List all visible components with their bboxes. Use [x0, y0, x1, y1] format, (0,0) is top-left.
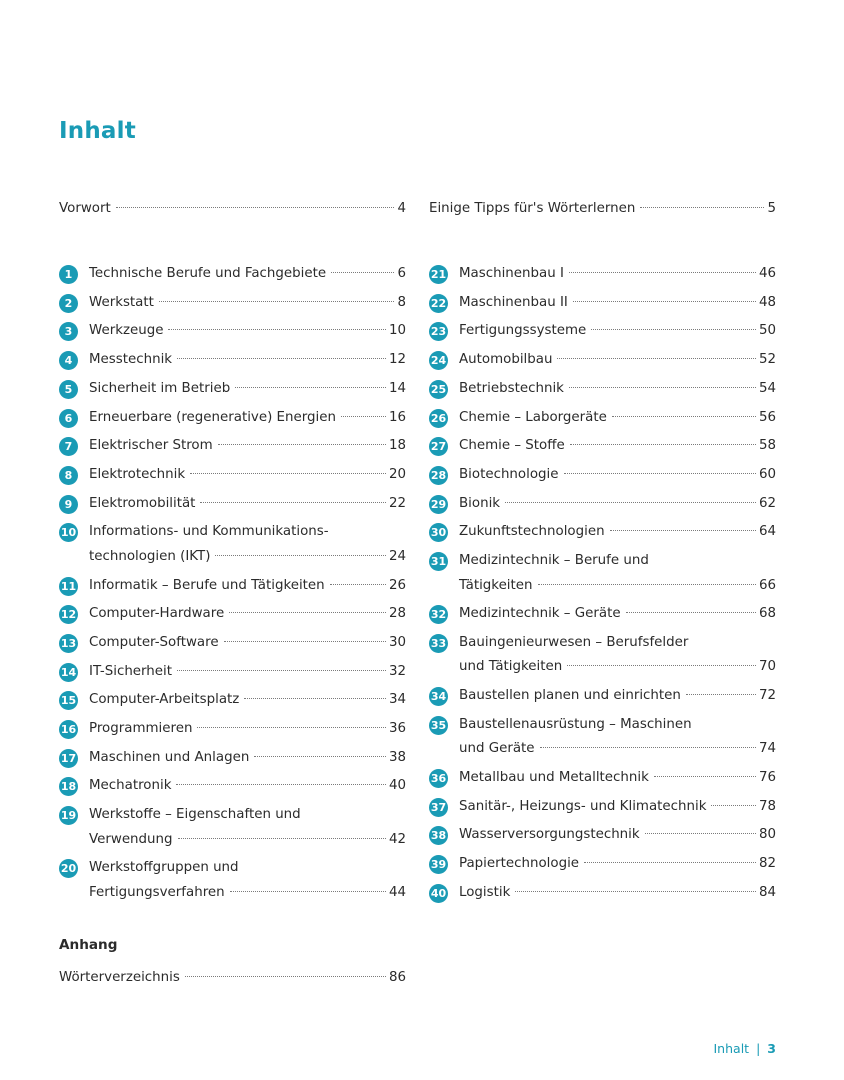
toc-chapter-title: Biotechnologie: [459, 466, 559, 482]
toc-chapter-title: Papiertechnologie: [459, 856, 580, 872]
toc-chapter-29[interactable]: [429, 492, 776, 517]
toc-chapter-26[interactable]: [429, 406, 776, 431]
toc-chapter-title: Chemie – Stoffe: [459, 438, 565, 454]
chapter-number-badge: 13: [59, 634, 78, 653]
dot-leader: [341, 416, 386, 417]
toc-chapter-title: Maschinenbau I: [459, 266, 564, 281]
toc-chapter-9[interactable]: [59, 492, 406, 517]
toc-chapter-page: 24: [388, 548, 406, 564]
toc-chapter-33[interactable]: [429, 631, 776, 680]
dot-leader: [591, 329, 756, 330]
dot-leader: [116, 207, 395, 208]
toc-chapter-body: [459, 713, 776, 762]
toc-chapter-body: [89, 688, 406, 713]
toc-chapter-7[interactable]: [59, 434, 406, 459]
dot-leader: [538, 584, 756, 585]
toc-entry-woerterverzeichnis[interactable]: [59, 966, 406, 991]
toc-chapter-title: Baustellen planen und einrichten: [459, 688, 681, 704]
chapter-number-badge: 12: [59, 605, 78, 624]
chapter-number-badge: 35: [429, 716, 448, 735]
toc-chapter-body: [89, 631, 406, 656]
toc-chapter-body: [89, 377, 406, 402]
footer-label: Inhalt: [713, 1041, 750, 1056]
chapter-number-badge: 3: [59, 322, 78, 341]
toc-chapter-title: Verwendung: [89, 831, 173, 847]
toc-chapter-10[interactable]: [59, 520, 406, 569]
toc-chapter-19[interactable]: [59, 803, 406, 852]
toc-chapter-title: Elektrotechnik: [89, 466, 186, 482]
chapter-number-badge: 19: [59, 806, 78, 825]
toc-chapter-40[interactable]: [429, 881, 776, 906]
chapter-number-badge: 29: [429, 495, 448, 514]
toc-chapter-32[interactable]: [429, 602, 776, 627]
toc-chapter-title: Zukunftstechnologien: [459, 524, 605, 540]
toc-chapter-body: [459, 291, 776, 316]
toc-chapter-22[interactable]: [429, 291, 776, 316]
chapter-number-badge: 30: [429, 523, 448, 542]
toc-chapter-body: [459, 319, 776, 344]
toc-chapter-17[interactable]: [59, 746, 406, 771]
chapter-number-badge: 1: [59, 265, 78, 284]
toc-chapter-body: [89, 660, 406, 685]
toc-chapter-page: 16: [388, 409, 406, 425]
toc-chapter-body: [459, 823, 776, 848]
toc-chapter-title: Sicherheit im Betrieb: [89, 380, 231, 396]
dot-leader: [177, 670, 386, 671]
toc-chapter-page: 76: [758, 770, 776, 785]
toc-chapter-page: 84: [758, 884, 776, 900]
toc-chapter-page: 50: [758, 323, 776, 339]
toc-chapter-title: Logistik: [459, 884, 511, 900]
toc-chapter-body: [89, 434, 406, 459]
toc-chapter-5[interactable]: [59, 377, 406, 402]
toc-chapter-page: 66: [758, 577, 776, 593]
toc-chapter-page: 80: [758, 827, 776, 843]
toc-chapter-page: 14: [388, 380, 406, 396]
toc-chapter-title: Baustellenausrüstung – Maschinen: [459, 716, 692, 732]
toc-chapter-title: Maschinen und Anlagen: [89, 749, 250, 765]
toc-chapter-title: Bionik: [459, 495, 501, 511]
toc-chapter-39[interactable]: [429, 852, 776, 877]
toc-chapter-body: [89, 463, 406, 488]
toc-chapter-20[interactable]: [59, 856, 406, 905]
dot-leader: [569, 387, 756, 388]
toc-chapter-18[interactable]: [59, 774, 406, 799]
toc-chapter-body: [459, 492, 776, 517]
appendix-heading: Anhang: [59, 937, 118, 953]
toc-chapter-page: 22: [388, 495, 406, 511]
toc-chapter-page: 82: [758, 856, 776, 872]
toc-chapter-body: [89, 348, 406, 373]
toc-entry-vorwort[interactable]: [59, 197, 406, 222]
dot-leader: [711, 805, 755, 806]
dot-leader: [557, 358, 755, 359]
toc-chapter-body: [459, 262, 776, 287]
toc-chapter-title: Fertigungsverfahren: [89, 884, 225, 900]
chapter-number-badge: 37: [429, 798, 448, 817]
toc-chapter-12[interactable]: [59, 602, 406, 627]
toc-chapter-page: 62: [758, 495, 776, 511]
toc-chapter-title: Informations- und Kommunikations-: [89, 524, 329, 540]
toc-chapter-title: Mechatronik: [89, 778, 172, 794]
toc-chapter-11[interactable]: [59, 574, 406, 599]
toc-entry-page: 5: [767, 201, 776, 216]
chapter-number-badge: 39: [429, 855, 448, 874]
toc-chapter-page: 70: [758, 659, 776, 675]
page-footer: [714, 1041, 777, 1056]
toc-chapter-title: Erneuerbare (regenerative) Energien: [89, 409, 336, 425]
toc-chapter-body: [459, 684, 776, 709]
toc-chapter-body: [459, 631, 776, 680]
dot-leader: [567, 665, 756, 666]
toc-chapter-title: Chemie – Laborgeräte: [459, 409, 607, 425]
chapter-number-badge: 7: [59, 437, 78, 456]
toc-chapter-title: Wasserversorgungstechnik: [459, 827, 640, 843]
toc-entry-title: Vorwort: [59, 201, 111, 216]
toc-entry-page: 86: [388, 970, 406, 985]
toc-chapter-title: Werkstoffgruppen und: [89, 860, 239, 876]
toc-chapter-body: [89, 574, 406, 599]
toc-chapter-body: [459, 434, 776, 459]
chapter-number-badge: 31: [429, 552, 448, 571]
toc-chapter-title: Technische Berufe und Fachgebiete: [89, 266, 327, 281]
chapter-number-badge: 6: [59, 409, 78, 428]
chapter-number-badge: 18: [59, 777, 78, 796]
dot-leader: [229, 612, 386, 613]
toc-entry-page: 4: [397, 201, 406, 216]
toc-chapter-body: [459, 406, 776, 431]
toc-entry-tipps[interactable]: [429, 197, 776, 222]
toc-chapter-body: [459, 881, 776, 906]
dot-leader: [564, 473, 756, 474]
toc-chapter-body: [459, 602, 776, 627]
page-title: Inhalt: [59, 118, 136, 144]
chapter-number-badge: 24: [429, 351, 448, 370]
dot-leader: [215, 555, 386, 556]
dot-leader: [626, 612, 756, 613]
toc-chapter-page: 18: [388, 438, 406, 454]
toc-chapter-title: Computer-Arbeitsplatz: [89, 692, 240, 708]
toc-chapter-title: Programmieren: [89, 721, 193, 736]
toc-chapter-14[interactable]: [59, 660, 406, 685]
chapter-number-badge: 9: [59, 495, 78, 514]
chapter-number-badge: 40: [429, 884, 448, 903]
toc-chapter-title: Werkstoffe – Eigenschaften und: [89, 807, 301, 823]
chapter-number-badge: 28: [429, 466, 448, 485]
dot-leader: [218, 444, 386, 445]
toc-chapter-body: [459, 852, 776, 877]
dot-leader: [178, 838, 386, 839]
toc-chapter-body: [89, 520, 406, 569]
toc-chapter-title: Computer-Hardware: [89, 606, 225, 622]
chapter-number-badge: 23: [429, 322, 448, 341]
toc-chapter-title: Elektrischer Strom: [89, 438, 213, 454]
toc-chapter-27[interactable]: [429, 434, 776, 459]
toc-chapter-body: [459, 377, 776, 402]
toc-chapter-body: [89, 262, 406, 287]
toc-chapter-8[interactable]: [59, 463, 406, 488]
toc-chapter-page: 64: [758, 524, 776, 540]
dot-leader: [235, 387, 386, 388]
chapter-number-badge: 4: [59, 351, 78, 370]
toc-chapter-page: 44: [388, 884, 406, 900]
chapter-number-badge: 25: [429, 380, 448, 399]
toc-chapter-1[interactable]: [59, 262, 406, 287]
toc-chapter-34[interactable]: [429, 684, 776, 709]
toc-chapter-page: 56: [758, 409, 776, 425]
dot-leader: [612, 416, 756, 417]
toc-chapter-body: [459, 520, 776, 545]
toc-chapter-13[interactable]: [59, 631, 406, 656]
toc-chapter-body: [89, 602, 406, 627]
toc-chapter-title: Bauingenieurwesen – Berufsfelder: [459, 634, 689, 650]
toc-chapter-page: 58: [758, 438, 776, 454]
toc-chapter-page: 6: [397, 266, 406, 281]
toc-chapter-page: 36: [388, 721, 406, 736]
dot-leader: [254, 756, 386, 757]
toc-chapter-body: [89, 717, 406, 742]
dot-leader: [190, 473, 386, 474]
toc-chapter-page: 28: [388, 606, 406, 622]
toc-chapter-page: 30: [388, 634, 406, 650]
chapter-number-badge: 5: [59, 380, 78, 399]
toc-chapter-title: Metallbau und Metalltechnik: [459, 770, 649, 785]
dot-leader: [168, 329, 386, 330]
chapter-number-badge: 11: [59, 577, 78, 596]
toc-chapter-title: Fertigungssysteme: [459, 323, 587, 339]
toc-chapter-28[interactable]: [429, 463, 776, 488]
chapter-number-badge: 36: [429, 769, 448, 788]
toc-chapter-title: Werkzeuge: [89, 323, 164, 339]
toc-chapter-body: [89, 856, 406, 905]
chapter-number-badge: 16: [59, 720, 78, 739]
toc-chapter-21[interactable]: [429, 262, 776, 287]
toc-chapter-title: Tätigkeiten: [459, 577, 533, 593]
toc-chapter-page: 10: [388, 323, 406, 339]
toc-chapter-title: Medizintechnik – Geräte: [459, 606, 621, 622]
chapter-number-badge: 15: [59, 691, 78, 710]
toc-entry-title: Wörterverzeichnis: [59, 970, 180, 985]
dot-leader: [645, 833, 756, 834]
chapter-number-badge: 32: [429, 605, 448, 624]
toc-chapter-body: [459, 766, 776, 791]
dot-leader: [331, 272, 394, 273]
chapter-number-badge: 20: [59, 859, 78, 878]
toc-chapter-title: Sanitär-, Heizungs- und Klimatechnik: [459, 798, 707, 814]
toc-chapter-body: [89, 492, 406, 517]
toc-chapter-4[interactable]: [59, 348, 406, 373]
toc-chapter-title: und Tätigkeiten: [459, 659, 563, 675]
toc-chapter-page: 12: [388, 352, 406, 368]
toc-chapter-page: 54: [758, 380, 776, 396]
toc-chapter-page: 68: [758, 606, 776, 622]
dot-leader: [176, 784, 385, 785]
toc-chapter-body: [89, 319, 406, 344]
toc-chapter-page: 74: [758, 741, 776, 757]
chapter-number-badge: 26: [429, 409, 448, 428]
toc-chapter-body: [89, 406, 406, 431]
toc-chapter-body: [459, 795, 776, 820]
toc-chapter-31[interactable]: [429, 549, 776, 598]
chapter-number-badge: 2: [59, 294, 78, 313]
dot-leader: [573, 301, 756, 302]
dot-leader: [185, 976, 386, 977]
toc-chapter-title: und Geräte: [459, 741, 535, 757]
toc-chapter-body: [89, 746, 406, 771]
toc-chapter-body: [459, 348, 776, 373]
toc-chapter-page: 32: [388, 663, 406, 679]
chapter-number-badge: 33: [429, 634, 448, 653]
toc-chapter-body: [89, 803, 406, 852]
toc-chapter-page: 20: [388, 466, 406, 482]
toc-entry-title: Einige Tipps für's Wörterlernen: [429, 201, 636, 216]
toc-chapter-24[interactable]: [429, 348, 776, 373]
dot-leader: [230, 891, 386, 892]
toc-chapter-page: 52: [758, 352, 776, 368]
toc-chapter-title: Automobilbau: [459, 352, 553, 368]
toc-chapter-title: Computer-Software: [89, 634, 219, 650]
toc-chapter-page: 8: [397, 294, 406, 310]
toc-chapter-30[interactable]: [429, 520, 776, 545]
chapter-number-badge: 14: [59, 663, 78, 682]
dot-leader: [640, 207, 764, 208]
toc-chapter-page: 26: [388, 577, 406, 593]
chapter-number-badge: 21: [429, 265, 448, 284]
toc-chapter-37[interactable]: [429, 795, 776, 820]
dot-leader: [330, 584, 386, 585]
toc-chapter-title: IT-Sicherheit: [89, 663, 173, 679]
dot-leader: [177, 358, 386, 359]
toc-chapter-body: [459, 549, 776, 598]
dot-leader: [159, 301, 395, 302]
toc-chapter-3[interactable]: [59, 319, 406, 344]
dot-leader: [244, 698, 386, 699]
dot-leader: [584, 862, 756, 863]
toc-chapter-title: Informatik – Berufe und Tätigkeiten: [89, 577, 325, 593]
toc-chapter-page: 60: [758, 466, 776, 482]
dot-leader: [654, 776, 756, 777]
toc-chapter-body: [89, 774, 406, 799]
toc-chapter-page: 34: [388, 692, 406, 708]
page-number: 3: [767, 1041, 776, 1056]
chapter-number-badge: 34: [429, 687, 448, 706]
chapter-number-badge: 8: [59, 466, 78, 485]
toc-chapter-title: Betriebstechnik: [459, 380, 564, 396]
dot-leader: [570, 444, 756, 445]
toc-chapter-body: [459, 463, 776, 488]
chapter-number-badge: 38: [429, 826, 448, 845]
toc-chapter-title: Maschinenbau II: [459, 294, 568, 310]
toc-chapter-title: Messtechnik: [89, 352, 173, 368]
toc-chapter-page: 72: [758, 688, 776, 704]
dot-leader: [610, 530, 756, 531]
dot-leader: [224, 641, 386, 642]
footer-separator: |: [756, 1041, 761, 1056]
dot-leader: [515, 891, 756, 892]
toc-chapter-6[interactable]: [59, 406, 406, 431]
toc-chapter-15[interactable]: [59, 688, 406, 713]
toc-chapter-title: Medizintechnik – Berufe und: [459, 553, 649, 568]
toc-chapter-page: 40: [388, 778, 406, 794]
toc-chapter-title: technologien (IKT): [89, 548, 211, 564]
toc-chapter-title: Werkstatt: [89, 294, 154, 310]
toc-chapter-35[interactable]: [429, 713, 776, 762]
toc-chapter-38[interactable]: [429, 823, 776, 848]
toc-chapter-25[interactable]: [429, 377, 776, 402]
toc-chapter-title: Elektromobilität: [89, 495, 196, 511]
toc-chapter-23[interactable]: [429, 319, 776, 344]
toc-chapter-page: 38: [388, 749, 406, 765]
dot-leader: [569, 272, 756, 273]
dot-leader: [540, 747, 756, 748]
dot-leader: [505, 502, 756, 503]
toc-chapter-2[interactable]: [59, 291, 406, 316]
toc-chapter-36[interactable]: [429, 766, 776, 791]
toc-chapter-page: 78: [758, 798, 776, 814]
chapter-number-badge: 22: [429, 294, 448, 313]
toc-chapter-16[interactable]: [59, 717, 406, 742]
toc-chapter-page: 42: [388, 831, 406, 847]
toc-chapter-body: [89, 291, 406, 316]
chapter-number-badge: 27: [429, 437, 448, 456]
chapter-number-badge: 17: [59, 749, 78, 768]
toc-chapter-page: 46: [758, 266, 776, 281]
dot-leader: [200, 502, 386, 503]
dot-leader: [686, 694, 756, 695]
toc-chapter-page: 48: [758, 294, 776, 310]
chapter-number-badge: 10: [59, 523, 78, 542]
dot-leader: [197, 727, 386, 728]
